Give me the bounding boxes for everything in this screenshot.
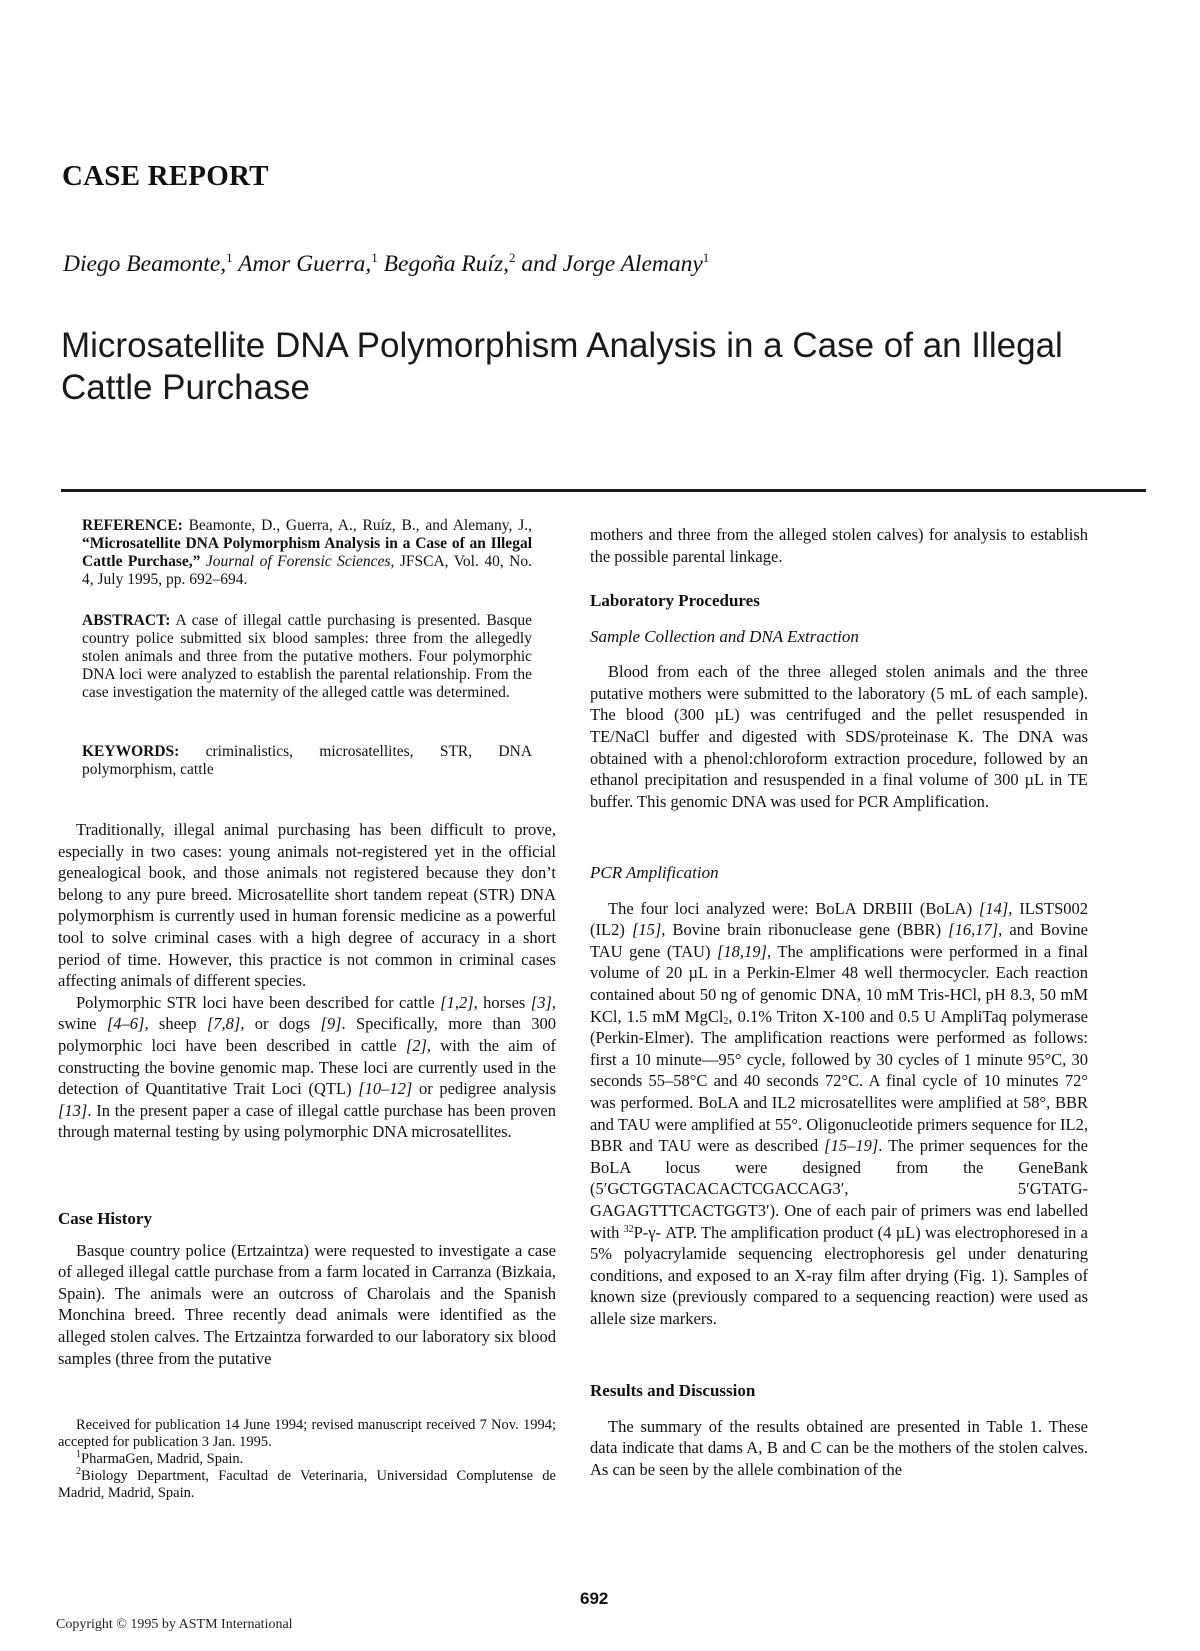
right-column-continuation (590, 524, 1088, 567)
author-name: Amor Guerra, (238, 251, 372, 277)
abstract-label: ABSTRACT: (82, 612, 171, 629)
subsection-heading: Sample Collection and DNA Extraction (590, 626, 859, 646)
affiliation-note-1: $^1$PharmaGen, Madrid, Spain. (76, 1449, 244, 1467)
keywords-block (82, 743, 532, 779)
laboratory-procedures-section (590, 590, 1088, 812)
author-name: Diego Beamonte, (63, 251, 227, 277)
case-history-section (58, 1208, 556, 1369)
reference-journal: Journal of Forensic Sciences, (205, 553, 395, 570)
abstract-text: A case of illegal cattle purchasing is presented. Basque country police submitted six blood samples: three from the allegedly stolen animals and three from the putative mothers. Four polymorphic DNA loci were analyzed to establish the parental relationship. From the case investigation the maternity of the alleged cattle was determined. (82, 612, 532, 701)
pcr-amplification-text: The four loci analyzed were: BoLA DRBIII (BoLA) [14], ILSTS002 (IL2) [15], Bovine brain ribonuclease gene (BBR) [16,17], and Bovine TAU gene (TAU) [18,19], The amplifications were performed in a final volume of 20 µL in a Perkin-Elmer 48 well thermocycler. Each reaction contained about 50 ng of genomic DNA, 10 mM Tris-HCl, pH 8.3, 50 mM KCl, 1.5 mM MgCl$_2$, 0.1% Triton X-100 and 0.5 U AmpliTaq polymerase (Perkin-Elmer). The amplification reactions were performed as follows: first a 10 minute—95° cycle, followed by 30 cycles of 1 minute 95°C, 30 seconds 55–58°C and 40 seconds 72°C. A final cycle of 10 minutes 72° was performed. BoLA and IL2 microsatellites were amplified at 58°, BBR and TAU were amplified at 55°. Oligonucleotide primers sequence for IL2, BBR and TAU were as described [15–19]. The primer sequences for the BoLA locus were designed from the GeneBank (5′GCTGGTACACACTCGACCAG3′, 5′GTATG-GAGAGTTTCACTGGT3′). One of each pair of primers was end labelled with $^{32}$P-γ- ATP. The amplification product (4 µL) was electrophoresed in a 5% polyacrylamide sequencing electrophoresis gel under denaturing conditions, and exposed to an X-ray film after drying (Fig. 1). Samples of known size (previously compared to a sequencing reaction) were used as allele size markers. (590, 898, 1088, 1328)
affiliation-mark: 1 (702, 250, 710, 265)
page-number: 692 (580, 1589, 609, 1608)
case-history-text: Basque country police (Ertzaintza) were requested to investigate a case of alleged illegal cattle purchase from a farm located in Carranza (Bizkaia, Spain). The animals were an outcross of Charolais and the Spanish Monchina breed. Three recently dead animals were identified as the alleged stolen calves. The Ertzaintza forwarded to our laboratory six blood samples (three from the putative (58, 1240, 556, 1368)
section-heading: Case History (58, 1209, 152, 1228)
affiliation-note-2: $^2$Biology Department, Facultad de Veterinaria, Universidad Complutense de Madrid, Madrid, Spain. (58, 1466, 556, 1501)
affiliation-mark: 1 (226, 250, 233, 265)
reference-details: JFSCA, Vol. 40, No. 4, July 1995, pp. 692–694. (82, 553, 532, 588)
affiliation-mark: 2 (508, 250, 516, 265)
abstract-block (82, 612, 532, 702)
sample-collection-text: Blood from each of the three alleged stolen animals and the three putative mothers were submitted to the laboratory (5 mL of each sample). The blood (300 µL) was centrifuged and the pellet resuspended in TE/NaCl buffer and digested with SDS/proteinase K. The DNA was obtained with a phenol:chloroform extraction procedure, followed by an ethanol precipitation and resuspended in a final volume of 300 µL in TE buffer. This genomic DNA was used for PCR Amplification. (590, 662, 1088, 811)
keywords-label: KEYWORDS: (82, 743, 180, 760)
section-heading: Laboratory Procedures (590, 591, 760, 610)
pcr-amplification-section (590, 862, 1088, 1329)
intro-paragraph: Traditionally, illegal animal purchasing has been difficult to prove, especially in two cases: young animals not-registered yet in the official genealogical book, and those animals not registered because they don’t belong to any pure breed. Microsatellite short tandem repeat (STR) DNA polymorphism is currently used in human forensic medicine as a powerful tool to solve criminal cases with a high degree of accuracy in a short period of time. However, this practice is not common in criminal cases affecting animals of different species. (58, 820, 556, 991)
paper-title: Microsatellite DNA Polymorphism Analysis in a Case of an Illegal Cattle Purchase (61, 326, 1063, 407)
title-divider (61, 489, 1146, 492)
affiliation-mark: 1 (371, 250, 378, 265)
copyright-notice: Copyright © 1995 by ASTM International (56, 1617, 293, 1632)
continuation-text: mothers and three from the alleged stolen calves) for analysis to establish the possible parental linkage. (590, 525, 1088, 566)
results-section (590, 1380, 1088, 1480)
author-name: Begoña Ruíz, (383, 251, 509, 277)
received-note: Received for publication 14 June 1994; revised manuscript received 7 Nov. 1994; accepted for publication 3 Jan. 1995. (58, 1417, 556, 1450)
footnotes (58, 1417, 556, 1502)
author-list (63, 251, 709, 278)
reference-article-title: “Microsatellite DNA Polymorphism Analysis in a Case of an Illegal Cattle Purchase,” (82, 535, 532, 570)
introduction (58, 819, 556, 1143)
results-text: The summary of the results obtained are presented in Table 1. These data indicate that dams A, B and C can be the mothers of the stolen calves. As can be seen by the allele combination of the (590, 1416, 1088, 1479)
reference-block (82, 517, 532, 589)
keywords-text: criminalistics, microsatellites, STR, DNA polymorphism, cattle (82, 743, 533, 778)
section-label: CASE REPORT (62, 160, 269, 192)
section-heading: Results and Discussion (590, 1381, 756, 1400)
reference-authors: Beamonte, D., Guerra, A., Ruíz, B., and Alemany, J., (188, 517, 532, 534)
author-name: and Jorge Alemany (521, 251, 703, 277)
intro-paragraph-2: Polymorphic STR loci have been described for cattle [1,2], horses [3], swine [4–6], sheep [7,8], or dogs [9]. Specifically, more than 300 polymorphic loci have been described in cattle [2], with the aim of constructing the bovine genomic map. These loci are currently used in the detection of Quantitative Trait Loci (QTL) [10–12] or pedigree analysis [13]. In the present paper a case of illegal cattle purchase has been proven through maternal testing by using polymorphic DNA microsatellites. (58, 992, 557, 1142)
reference-label: REFERENCE: (82, 517, 183, 534)
subsection-heading: PCR Amplification (590, 863, 719, 882)
